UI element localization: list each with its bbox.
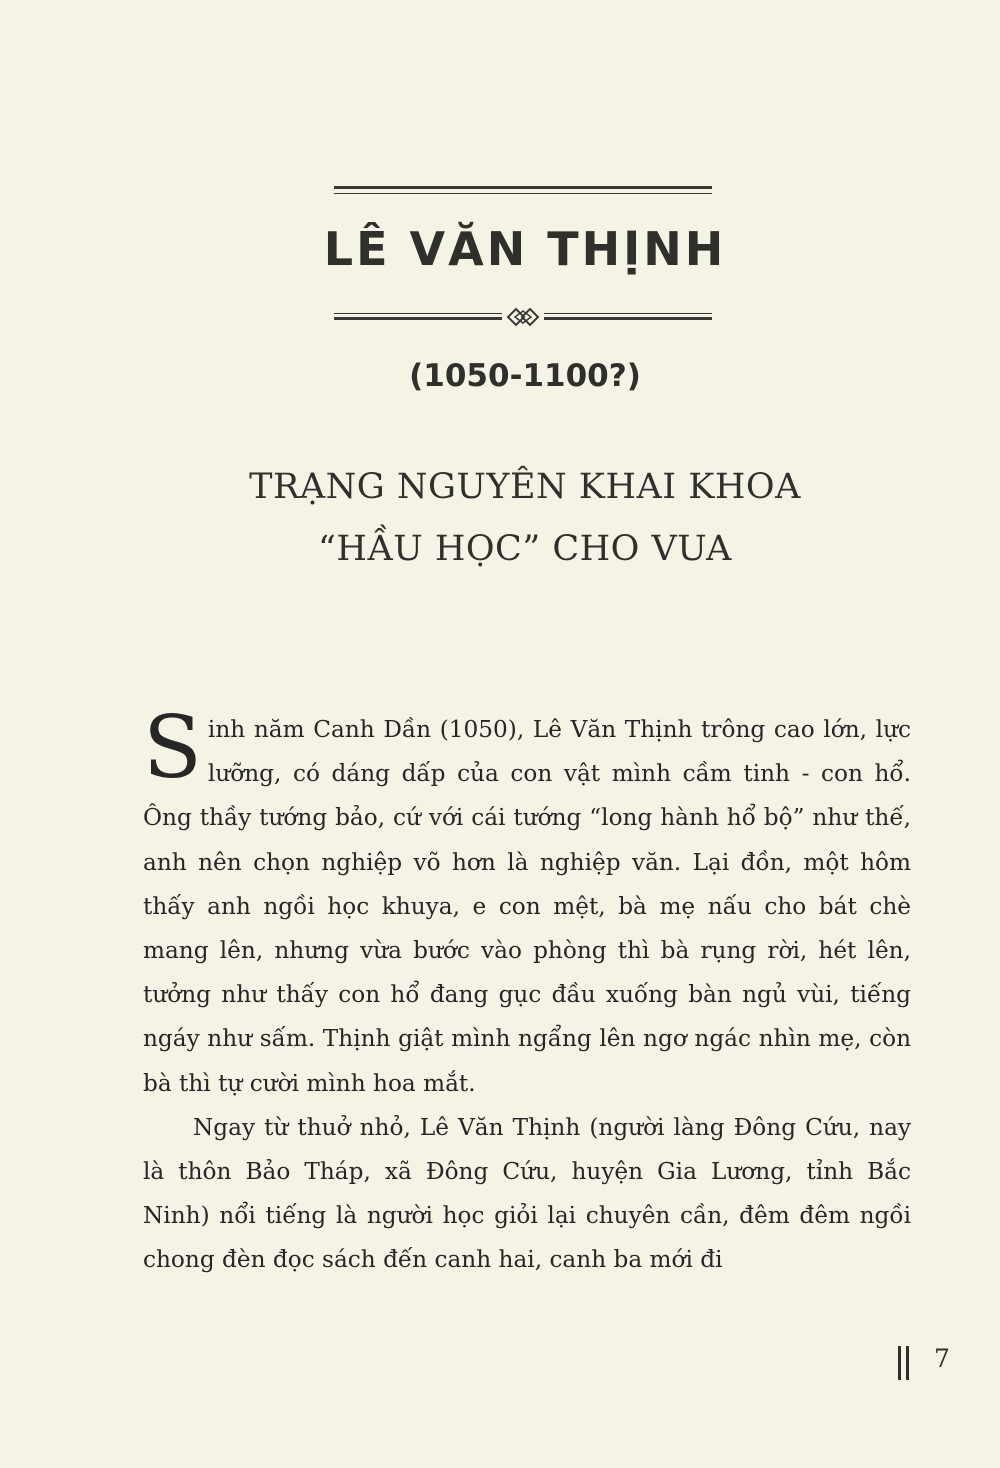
page-footer — [888, 1346, 968, 1386]
drop-cap: S — [143, 698, 202, 798]
diamond-ornament-icon — [334, 304, 712, 330]
life-years: (1050-1100?) — [409, 358, 641, 394]
subtitle-line-1: TRẠNG NGUYÊN KHAI KHOA — [249, 467, 801, 507]
chapter-title: LÊ VĂN THỊNH — [323, 222, 727, 276]
top-thin-line — [334, 193, 712, 194]
paragraph-1-text: inh năm Canh Dần (1050), Lê Văn Thịnh trông cao lớn, lực lưỡng, có dáng dấp của con vật mình cầm tinh - con hổ. Ông thầy tướng bảo, cứ với cái tướng “long hành hổ bộ” như thế, anh nên chọn nghiệp võ hơn là nghiệp văn. Lại đồn, một hôm thấy anh ngồi học khuya, e con mệt, bà mẹ nấu cho bát chè mang lên, nhưng vừa bước vào phòng thì bà rụng rời, hét lên, tưởng như thấy con hổ đang gục đầu xuống bàn ngủ vùi, tiếng ngáy như sấm. Thịnh giật mình ngẩng lên ngơ ngác nhìn mẹ, còn bà thì tự cười mình hoa mắt. — [143, 716, 911, 1097]
paragraph-1 — [143, 698, 911, 1106]
subtitle-line-2: “HẦU HỌC” CHO VUA — [318, 529, 732, 569]
body-text — [143, 698, 911, 1283]
top-ornament-rule — [334, 186, 712, 194]
paragraph-2: Ngay từ thuở nhỏ, Lê Văn Thịnh (người làng Đông Cứu, nay là thôn Bảo Tháp, xã Đông Cứu, huyện Gia Lương, tỉnh Bắc Ninh) nổi tiếng là người học giỏi lại chuyên cần, đêm đêm ngồi chong đèn đọc sách đến canh hai, canh ba mới đi — [143, 1113, 911, 1274]
footer-bar-left — [898, 1346, 901, 1380]
footer-bar-right — [906, 1346, 909, 1380]
page-number: 7 — [934, 1344, 950, 1373]
bottom-ornament-rule — [334, 304, 712, 330]
chapter-subtitle — [0, 456, 1000, 580]
top-thick-line — [334, 186, 712, 189]
